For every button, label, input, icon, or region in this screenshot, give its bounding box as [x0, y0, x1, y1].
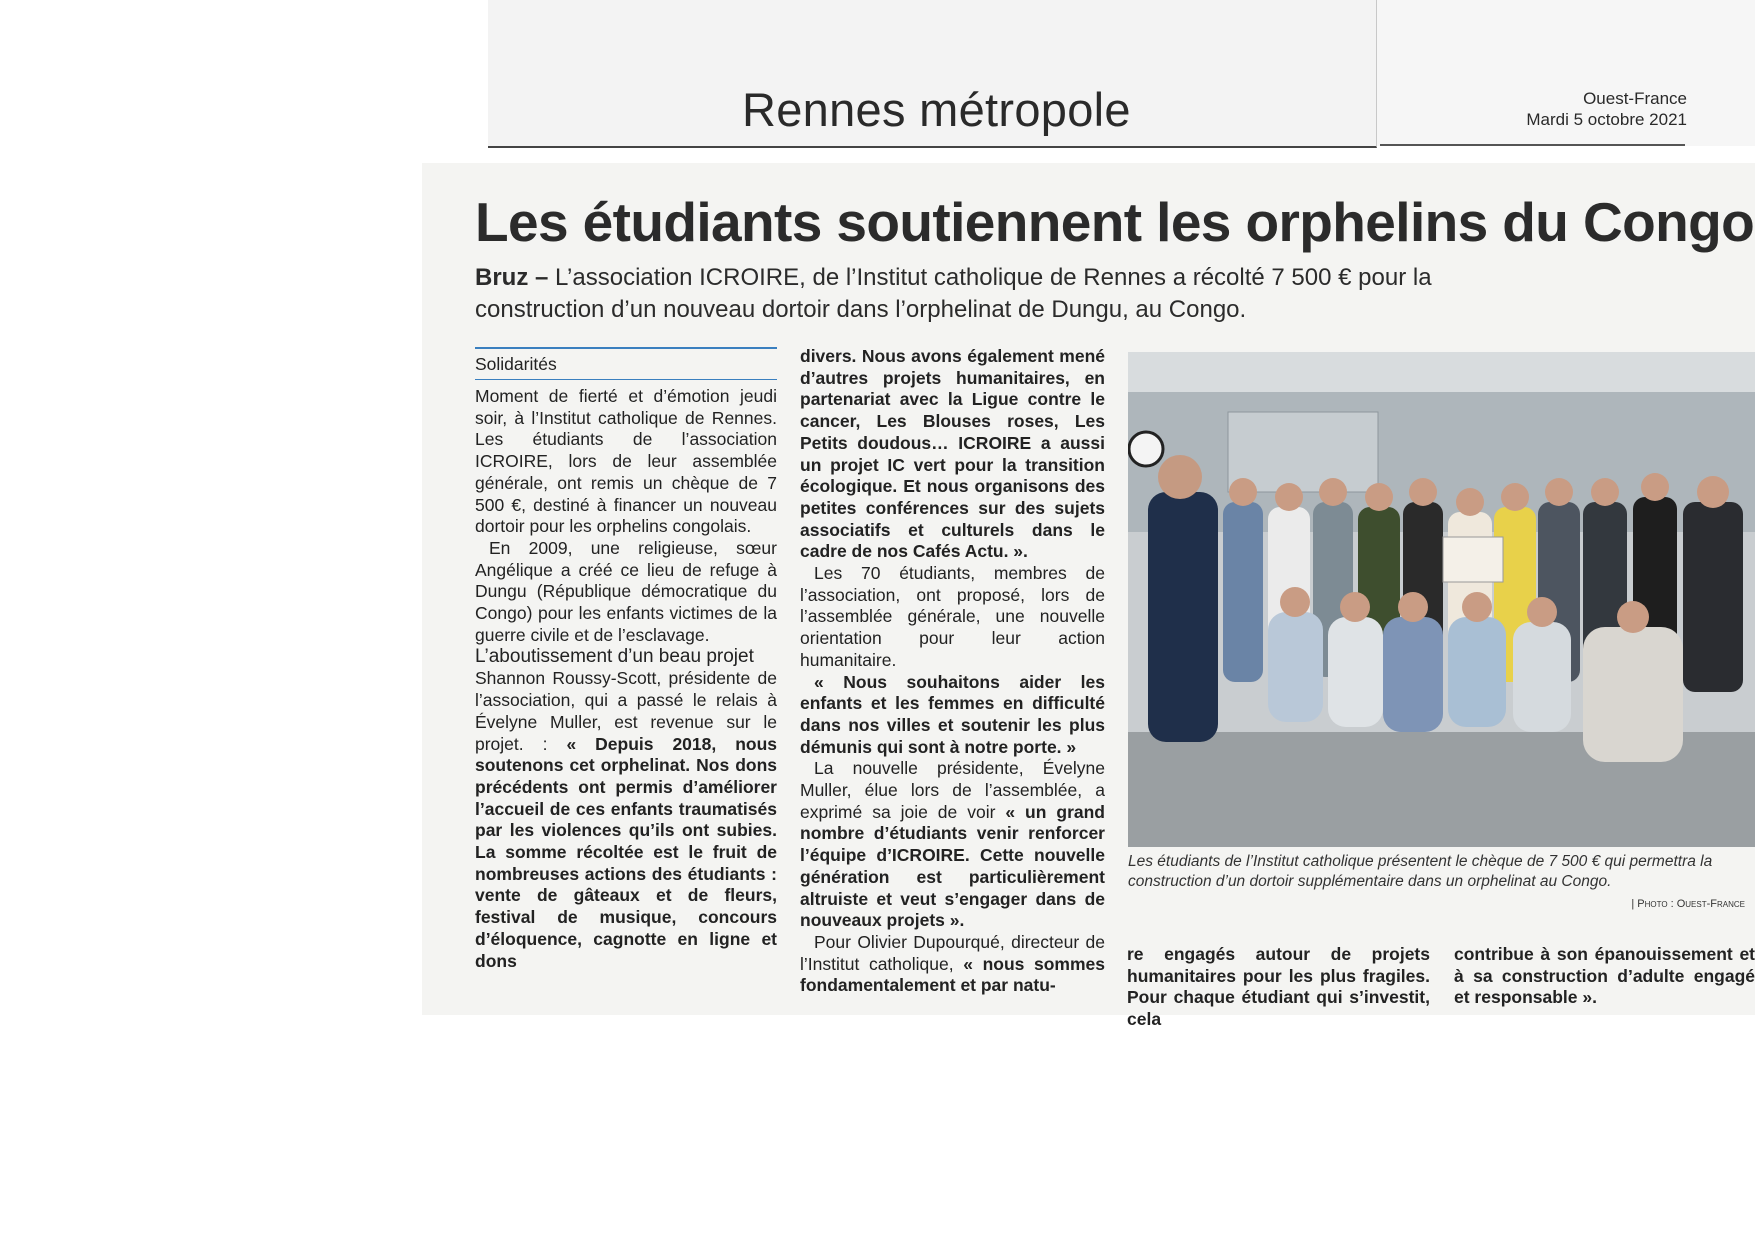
article-column-4	[1454, 944, 1755, 1009]
lede-place: Bruz –	[475, 264, 549, 291]
paragraph-quote: « Depuis 2018, nous soutenons cet orphelinat. Nos dons précédents ont permis d’améliorer l’accueil de ces enfants traumatisés par les violences qu’ils ont subies. La somme récoltée est le fruit de nombreuses actions des étudiants : vente de gâteaux et de fleurs, festival de musique, concours d’éloquence, cagnotte en ligne et dons	[475, 733, 777, 971]
paragraph	[800, 758, 1105, 932]
article-subhead: L’aboutissement d’un beau projet	[475, 646, 754, 668]
lede-text: L’association ICROIRE, de l’Institut catholique de Rennes a récolté 7 500 € pour la construction d’un nouveau dortoir dans l’orphelinat de Dungu, au Congo.	[475, 264, 1432, 323]
rubric-rule-bottom	[475, 379, 777, 380]
photo-credit: | Photo : Ouest-France	[1631, 898, 1745, 910]
caption-text: Les étudiants de l’Institut catholique présentent le chèque de 7 500 € qui permettra la construction d’un dortoir supplémentaire dans un orphelinat au Congo.	[1128, 853, 1713, 890]
article-column-1	[475, 386, 777, 972]
masthead	[1526, 88, 1687, 130]
article-column-3	[1127, 944, 1430, 1031]
paragraph: En 2009, une religieuse, sœur Angélique a créé ce lieu de refuge à Dungu (République démocratique du Congo) pour les enfants victimes de la guerre civile et de l’esclavage.	[475, 537, 777, 645]
article-lede	[475, 262, 1475, 326]
paragraph-quote: « nous sommes fondamentalement et par natu-	[800, 953, 1105, 996]
cheque-board	[1443, 537, 1503, 582]
section-title: Rennes métropole	[742, 83, 1131, 136]
article-headline: Les étudiants soutiennent les orphelins du Congo	[475, 191, 1755, 253]
paragraph: Moment de fierté et d’émotion jeudi soir, à l’Institut catholique de Rennes. Les étudiants de l’association ICROIRE, lors de leur assemblée générale, ont remis un chèque de 7 500 €, destiné à financer un nouveau dortoir pour les orphelins congolais.	[475, 386, 777, 537]
paragraph: Les 70 étudiants, membres de l’association, ont proposé, lors de l’assemblée générale, une nouvelle orientation pour leur action humanitaire.	[800, 563, 1105, 670]
paragraph: « Nous souhaitons aider les enfants et les femmes en difficulté dans nos villes et soutenir les plus démunis qui sont à notre porte. »	[800, 671, 1105, 757]
paragraph: re engagés autour de projets humanitaires pour les plus fragiles. Pour chaque étudiant qui s’investit, cela	[1127, 944, 1430, 1030]
article-column-2	[800, 346, 1105, 997]
publication-date: Mardi 5 octobre 2021	[1526, 110, 1687, 129]
paragraph-intro: La nouvelle présidente, Évelyne Muller, élue lors de l’assemblée, a exprimé sa joie de voir	[800, 758, 1105, 822]
paragraph-quote: « un grand nombre d’étudiants venir renforcer l’équipe d’ICROIRE. Cette nouvelle génération est particulièrement altruiste et veut s’engager dans de nouveaux projets ».	[800, 801, 1105, 931]
photo-caption	[1128, 852, 1740, 892]
paragraph-intro: Pour Olivier Dupourqué, directeur de l’Institut catholique,	[800, 931, 1105, 974]
paragraph	[800, 932, 1105, 997]
article-photo	[1128, 352, 1755, 847]
rubric-label: Solidarités	[475, 354, 557, 374]
masthead-rule	[1380, 144, 1685, 146]
rubric-rule-top	[475, 347, 777, 349]
paragraph-intro: Shannon Roussy-Scott, présidente de l’association, qui a passé le relais à Évelyne Muller, est revenue sur le projet. :	[475, 668, 777, 754]
paragraph: divers. Nous avons également mené d’autres projets humanitaires, en partenariat avec la Ligue contre le cancer, Les Blouses roses, Les Petits doudous… ICROIRE a aussi un projet IC vert pour la transition écologique. Et nous organisons des petites conférences sur des sujets associatifs et culturels dans le cadre de nos Cafés Actu. ».	[800, 346, 1105, 562]
paragraph: contribue à son épanouissement et à sa construction d’adulte engagé et responsable ».	[1454, 944, 1755, 1008]
wall-clock-icon	[1129, 432, 1163, 466]
group-photo-illustration	[1128, 352, 1755, 847]
paragraph	[475, 668, 777, 972]
newspaper-name: Ouest-France	[1583, 89, 1687, 108]
